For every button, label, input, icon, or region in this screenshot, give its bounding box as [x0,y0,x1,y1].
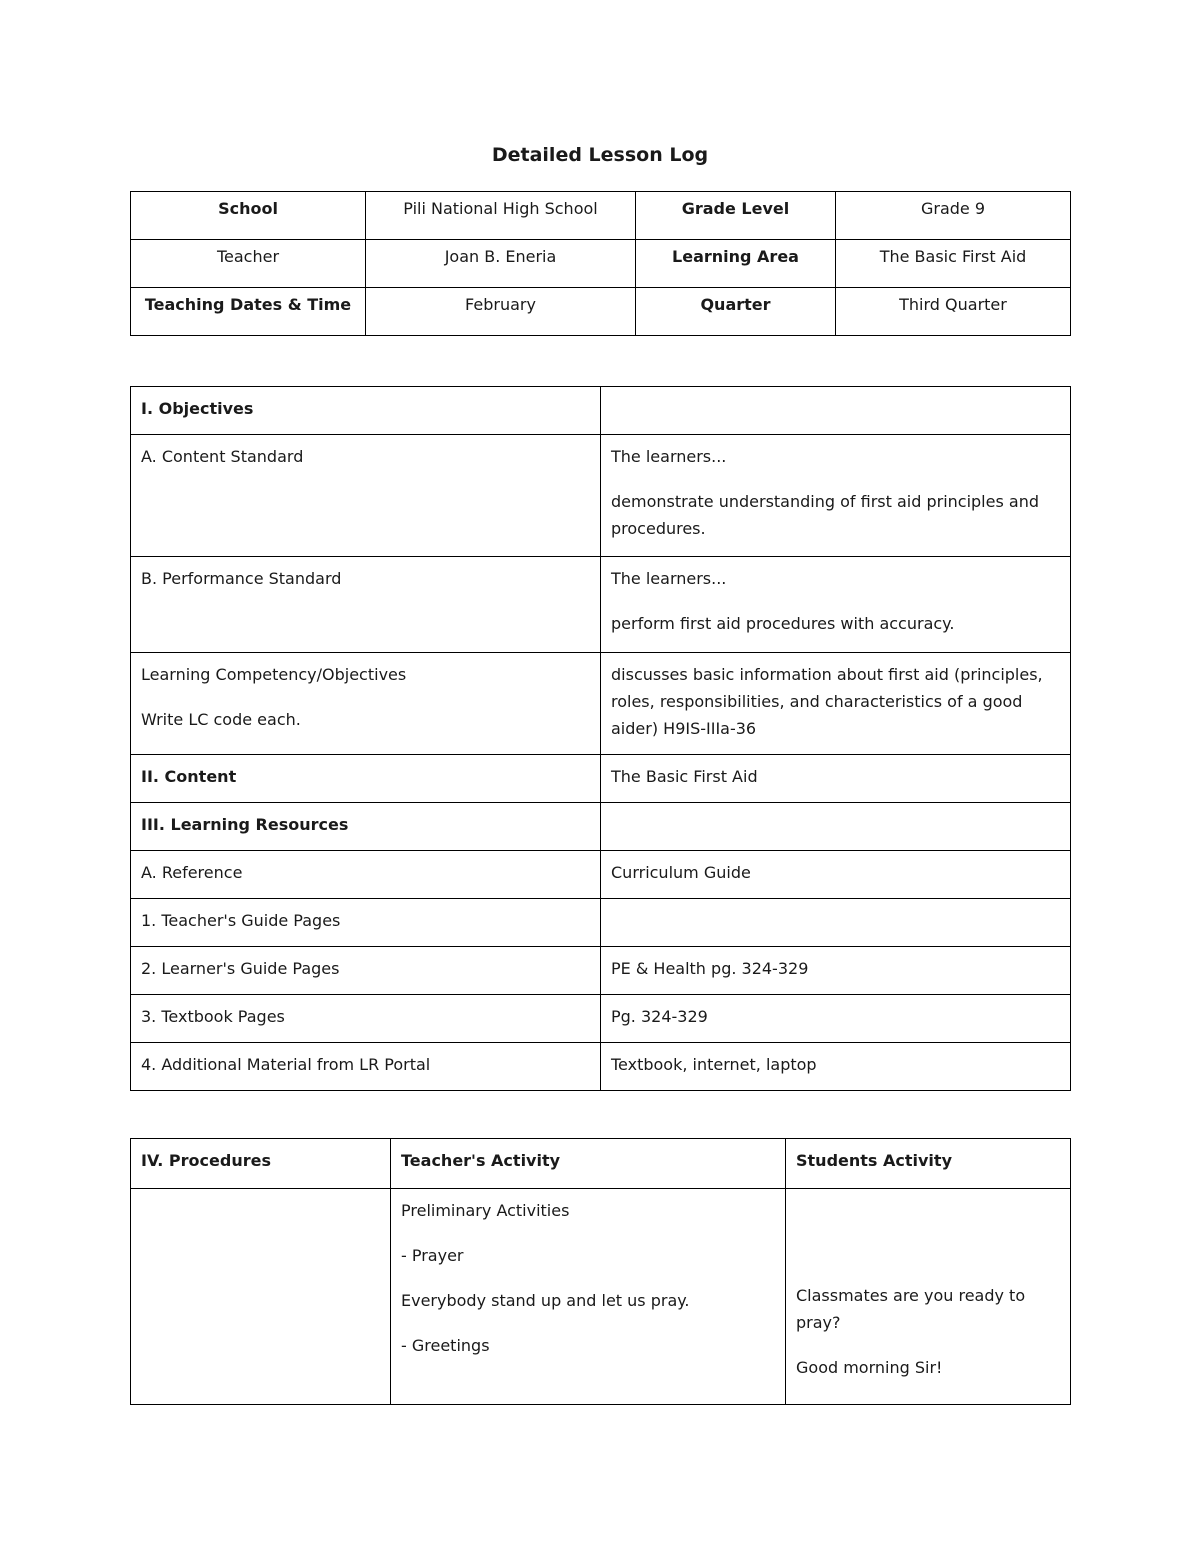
teacher-line: Preliminary Activities [401,1201,570,1220]
table-row [131,851,1071,899]
grade-value-cell [836,192,1071,240]
students-activity-header-cell [786,1139,1071,1189]
competency-text: discusses basic information about first aid (principles, roles, responsibilities, and characteristics of a good aider) H9IS-IIIa-36 [611,665,1043,738]
learners-guide-label: 2. Learner's Guide Pages [141,959,340,978]
area-label-cell [636,240,836,288]
textbook-label-cell [131,995,601,1043]
objectives-heading-cell [131,387,601,435]
grade-label: Grade Level [681,199,790,218]
table-row [131,435,1071,557]
students-activity-cell [786,1189,1071,1405]
empty-cell [601,803,1071,851]
student-line: Classmates are you ready to pray? [796,1286,1026,1332]
table-row [131,240,1071,288]
textbook-label: 3. Textbook Pages [141,1007,285,1026]
performance-standard-text: perform first aid procedures with accuracy. [611,614,955,633]
table-row [131,995,1071,1043]
teacher-activity-header-cell [391,1139,786,1189]
table-row [131,803,1071,851]
empty-cell [131,1189,391,1405]
content-standard-intro: The learners... [611,447,727,466]
teachers-guide-value [601,899,1070,907]
teacher-activity-cell [391,1189,786,1405]
additional-material-value: Textbook, internet, laptop [611,1055,817,1074]
content-standard-label-cell [131,435,601,557]
table-row [131,899,1071,947]
content-label-cell [131,755,601,803]
competency-note: Write LC code each. [141,710,301,729]
teacher-activity-header: Teacher's Activity [401,1151,561,1170]
learning-area-value: The Basic First Aid [879,247,1027,266]
teacher-line: - Prayer [401,1246,464,1265]
content-value: The Basic First Aid [611,767,758,786]
table-row [131,1139,1071,1189]
page-title: Detailed Lesson Log [491,144,709,166]
objectives-heading: I. Objectives [141,399,254,418]
competency-label: Learning Competency/Objectives [141,665,407,684]
grade-label-cell [636,192,836,240]
additional-material-label: 4. Additional Material from LR Portal [141,1055,431,1074]
table-row [131,1189,1071,1405]
content-standard-label: A. Content Standard [141,447,304,466]
student-line: Good morning Sir! [796,1358,943,1377]
table-row [131,947,1071,995]
table-row [131,557,1071,653]
school-label-cell [131,192,366,240]
teacher-value-cell [366,240,636,288]
textbook-value: Pg. 324-329 [611,1007,708,1026]
school-label: School [218,199,278,218]
teacher-value: Joan B. Eneria [444,247,557,266]
quarter-label: Quarter [700,295,771,314]
procedures-header: IV. Procedures [141,1151,271,1170]
procedures-header-cell [131,1139,391,1189]
teacher-line: - Greetings [401,1336,490,1355]
dates-value: February [465,295,536,314]
dates-value-cell [366,288,636,336]
teachers-guide-value-cell [601,899,1071,947]
quarter-value-cell [836,288,1071,336]
content-standard-cell [601,435,1071,557]
school-value-cell [366,192,636,240]
learning-area-label: Learning Area [672,247,799,266]
reference-label: A. Reference [141,863,243,882]
resources-label: III. Learning Resources [141,815,349,834]
teacher-label: Teacher [216,247,280,266]
header-info-table [130,191,1071,336]
school-value: Pili National High School [403,199,598,218]
content-value-cell [601,755,1071,803]
content-label: II. Content [141,767,237,786]
quarter-value: Third Quarter [899,295,1007,314]
reference-label-cell [131,851,601,899]
table-row [131,288,1071,336]
procedures-table [130,1138,1071,1405]
performance-standard-label-cell [131,557,601,653]
competency-cell [601,653,1071,755]
grade-value: Grade 9 [920,199,986,218]
learners-guide-label-cell [131,947,601,995]
teacher-line: Everybody stand up and let us pray. [401,1291,690,1310]
competency-label-cell [131,653,601,755]
reference-value: Curriculum Guide [611,863,751,882]
teachers-guide-label: 1. Teacher's Guide Pages [141,911,341,930]
performance-standard-cell [601,557,1071,653]
quarter-label-cell [636,288,836,336]
area-value-cell [836,240,1071,288]
students-activity-header: Students Activity [796,1151,952,1170]
table-row [131,387,1071,435]
learners-guide-value-cell [601,947,1071,995]
reference-value-cell [601,851,1071,899]
teachers-guide-label-cell [131,899,601,947]
resources-label-cell [131,803,601,851]
empty-cell [601,387,1071,435]
additional-material-value-cell [601,1043,1071,1091]
teacher-label-cell [131,240,366,288]
learners-guide-value: PE & Health pg. 324-329 [611,959,809,978]
objectives-table [130,386,1071,1091]
content-standard-text: demonstrate understanding of first aid principles and procedures. [611,492,1039,538]
performance-standard-label: B. Performance Standard [141,569,342,588]
dates-label-cell [131,288,366,336]
textbook-value-cell [601,995,1071,1043]
table-row [131,1043,1071,1091]
performance-standard-intro: The learners... [611,569,727,588]
additional-material-label-cell [131,1043,601,1091]
table-row [131,192,1071,240]
table-row [131,653,1071,755]
dates-label: Teaching Dates & Time [144,295,352,314]
table-row [131,755,1071,803]
